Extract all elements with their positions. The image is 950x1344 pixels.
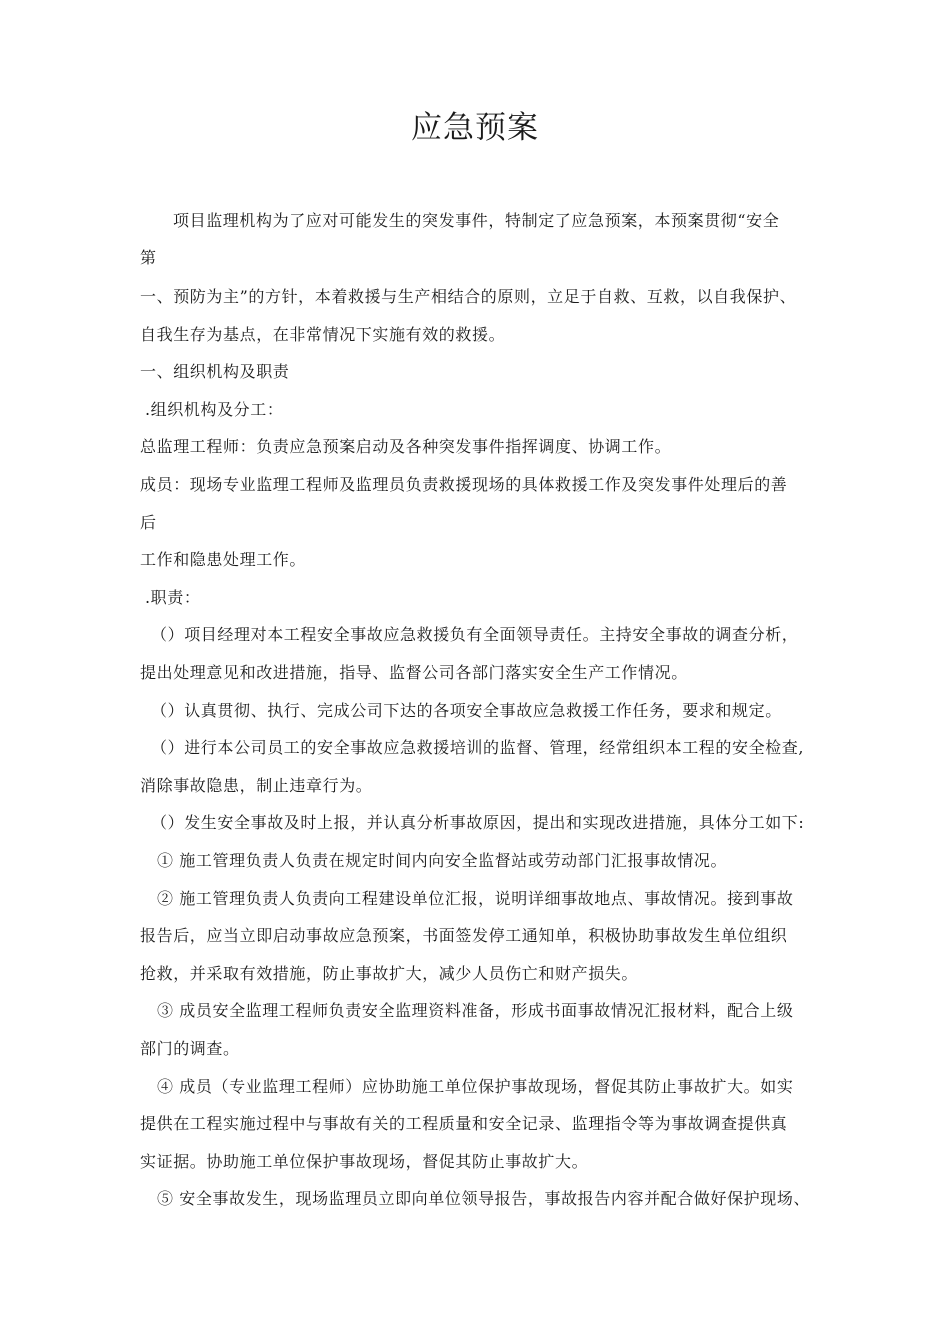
paragraph-line: 自我生存为基点，在非常情况下实施有效的救援。 (140, 325, 506, 344)
paragraph-line: 部门的调查。 (140, 1039, 240, 1058)
paragraph-line: （）项目经理对本工程安全事故应急救援负有全面领导责任。主持安全事故的调查分析， (151, 625, 799, 644)
list-item: ② 施工管理负责人负责向工程建设单位汇报，说明详细事故地点、事故情况。接到事故 (157, 889, 794, 908)
paragraph-line: （）进行本公司员工的安全事故应急救援培训的监督、管理，经常组织本工程的安全检查, (151, 738, 805, 757)
paragraph-line: 提供在工程实施过程中与事故有关的工程质量和安全记录、监理指令等为事故调查提供真 (140, 1114, 788, 1133)
paragraph-line: 抢救，并采取有效措施，防止事故扩大，减少人员伤亡和财产损失。 (140, 964, 639, 983)
paragraph-line: 第 (140, 248, 157, 267)
list-item: ③ 成员安全监理工程师负责安全监理资料准备，形成书面事故情况汇报材料，配合上级 (157, 1001, 794, 1020)
section-heading: 一、组织机构及职责 (140, 362, 290, 381)
paragraph-line: 项目监理机构为了应对可能发生的突发事件，特制定了应急预案，本预案贯彻“安全 (173, 211, 780, 230)
document-title: 应急预案 (411, 110, 539, 146)
paragraph-line: 报告后，应当立即启动事故应急预案，书面签发停工通知单，积极协助事故发生单位组织 (140, 926, 788, 945)
subsection-heading: .组织机构及分工： (145, 400, 284, 419)
paragraph-line: 实证据。协助施工单位保护事故现场，督促其防止事故扩大。 (140, 1152, 589, 1171)
paragraph-line: 成员：现场专业监理工程师及监理员负责救援现场的具体救援工作及突发事件处理后的善 (140, 475, 788, 494)
paragraph-line: （）发生安全事故及时上报，并认真分析事故原因，提出和实现改进措施，具体分工如下: (151, 813, 805, 832)
paragraph-line: 工作和隐患处理工作。 (140, 550, 307, 569)
list-item: ① 施工管理负责人负责在规定时间内向安全监督站或劳动部门汇报事故情况。 (157, 851, 728, 870)
paragraph-line: 提出处理意见和改进措施，指导、监督公司各部门落实安全生产工作情况。 (140, 663, 688, 682)
paragraph-line: 消除事故隐患，制止违章行为。 (140, 776, 373, 795)
paragraph-line: 总监理工程师：负责应急预案启动及各种突发事件指挥调度、协调工作。 (140, 437, 672, 456)
paragraph-line: 一、预防为主”的方针，本着救援与生产相结合的原则，立足于自救、互救，以自我保护、 (140, 287, 797, 306)
subsection-heading: .职责： (145, 588, 201, 607)
paragraph-line: 后 (140, 513, 157, 532)
paragraph-line: （）认真贯彻、执行、完成公司下达的各项安全事故应急救援工作任务，要求和规定。 (151, 701, 782, 720)
list-item: ⑤ 安全事故发生，现场监理员立即向单位领导报告，事故报告内容并配合做好保护现场、 (157, 1189, 811, 1208)
list-item: ④ 成员（专业监理工程师）应协助施工单位保护事故现场，督促其防止事故扩大。如实 (157, 1077, 794, 1096)
